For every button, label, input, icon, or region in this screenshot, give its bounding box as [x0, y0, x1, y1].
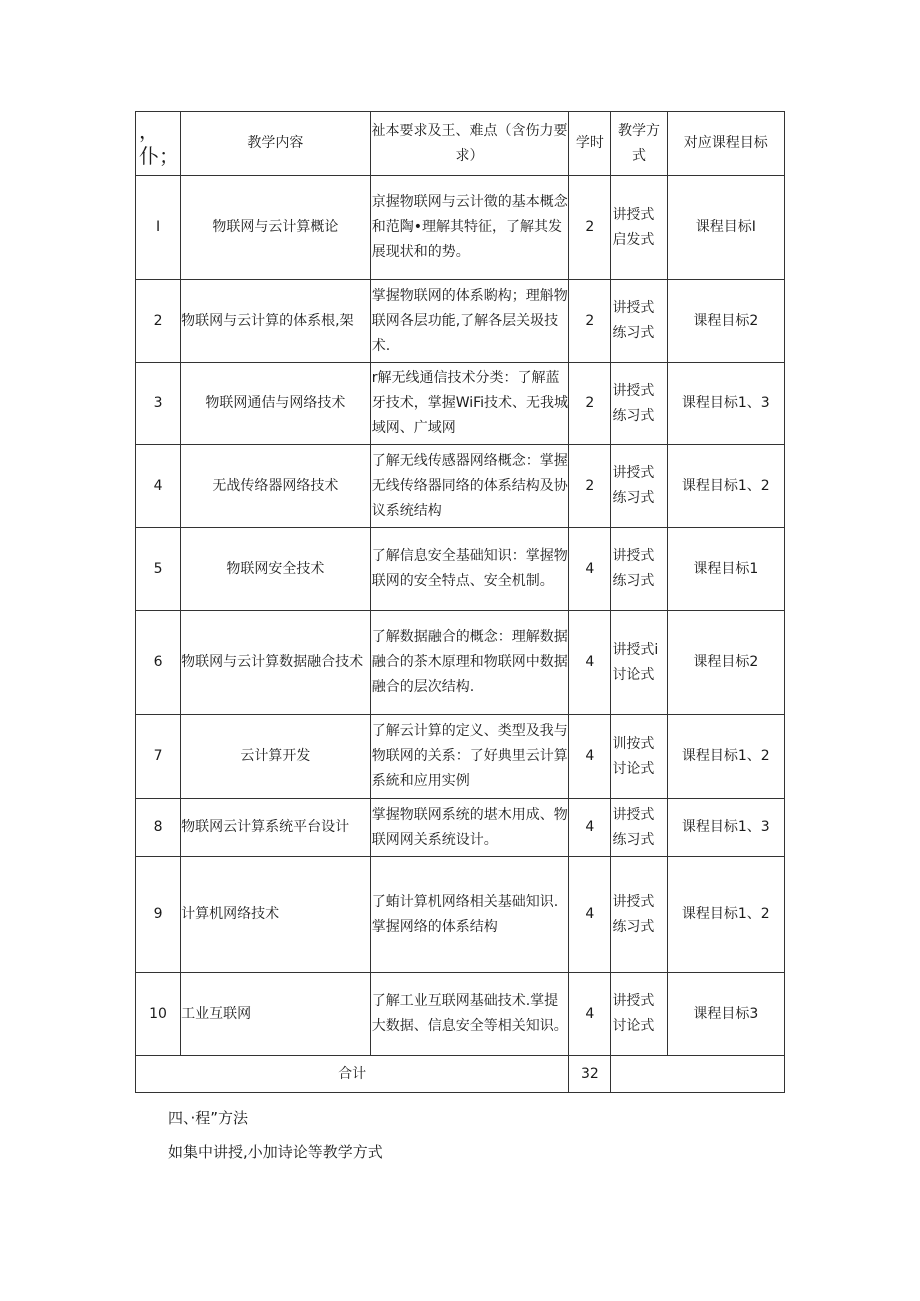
- row-method: 训按式讨论式: [611, 715, 667, 799]
- row-hours: 2: [569, 280, 611, 363]
- row-goal: 课程目标1: [667, 528, 784, 611]
- row-content: 物联网通佶与网络技术: [181, 363, 371, 445]
- total-empty: [611, 1056, 785, 1093]
- total-label: 合计: [136, 1056, 569, 1093]
- row-hours: 4: [569, 799, 611, 857]
- row-no: 4: [136, 445, 181, 528]
- row-no: 5: [136, 528, 181, 611]
- row-no: 8: [136, 799, 181, 857]
- row-content: 物联网安全技术: [181, 528, 371, 611]
- row-goal: 课程目标1、3: [667, 799, 784, 857]
- row-requirements: 了解云计算的定义、类型及我与物联网的关系：了好典里云计算系統和应用实例: [370, 715, 569, 799]
- row-method: 讲授式练习式: [611, 799, 667, 857]
- row-no: 9: [136, 857, 181, 973]
- row-method: 讲授式练习式: [611, 528, 667, 611]
- row-method: 讲授式讨论式: [611, 973, 667, 1056]
- row-no: 7: [136, 715, 181, 799]
- row-requirements: 了解无线传感器网络概念：掌握无线传络器同络的体系结构及协议系统结构: [370, 445, 569, 528]
- table-row: [136, 528, 785, 611]
- header-goal: 对应课程目标: [667, 112, 784, 176]
- row-no: 3: [136, 363, 181, 445]
- row-requirements: 京握物联网与云计徵的基本概念和范陶•理解其特征，了解其发展现状和的势。: [370, 176, 569, 280]
- row-content: 云计算开发: [181, 715, 371, 799]
- row-hours: 4: [569, 715, 611, 799]
- row-no: I: [136, 176, 181, 280]
- header-no: ， 仆；: [136, 112, 181, 176]
- row-method: 讲授式启发式: [611, 176, 667, 280]
- row-goal: 课程目标1、2: [667, 445, 784, 528]
- row-content: 物联网与云计算概论: [181, 176, 371, 280]
- table-row: [136, 611, 785, 715]
- row-goal: 课程目标1、3: [667, 363, 784, 445]
- row-method: 讲授式练习式: [611, 445, 667, 528]
- header-requirements: 祉本要求及王、难点（含伤力要求）: [370, 112, 569, 176]
- section-body: 如集中讲授,小加诗论等教学方式: [168, 1143, 383, 1161]
- row-no: 2: [136, 280, 181, 363]
- table-row: [136, 176, 785, 280]
- row-requirements: 了蛕计算机网络相关基础知识.掌握网络的体系结构: [370, 857, 569, 973]
- total-hours: 32: [569, 1056, 611, 1093]
- row-hours: 4: [569, 528, 611, 611]
- row-goal: 课程目标1、2: [667, 715, 784, 799]
- row-content: 工业互联网: [181, 973, 371, 1056]
- row-goal: 课程目标2: [667, 280, 784, 363]
- row-method: 讲授式练习式: [611, 363, 667, 445]
- table-header-row: [136, 112, 785, 176]
- row-method: 讲授式练习式: [611, 280, 667, 363]
- row-goal: 课程目标3: [667, 973, 784, 1056]
- row-goal: 课程目标2: [667, 611, 784, 715]
- row-content: 计算机网络技术: [181, 857, 371, 973]
- row-goal: 课程目标I: [667, 176, 784, 280]
- row-requirements: 掌握物联网的体系喲构；理斛物联网各层功能,了解各层关圾技术.: [370, 280, 569, 363]
- row-requirements: 了解信息安全基础知识：掌握物联网的安全特点、安全机制。: [370, 528, 569, 611]
- row-requirements: 了解数据融合的概念：理解数据融合的茶木原理和物联网中数据融合的层次结构.: [370, 611, 569, 715]
- row-content: 物联网与云计算的体系根,架: [181, 280, 371, 363]
- course-schedule-table: [135, 111, 785, 1093]
- header-method: 教学方式: [611, 112, 667, 176]
- table-row: [136, 280, 785, 363]
- table-row: [136, 363, 785, 445]
- row-requirements: 了解工业互联网基础技术.掌提大数据、信息安全等相关知识。: [370, 973, 569, 1056]
- row-no: 6: [136, 611, 181, 715]
- row-hours: 2: [569, 363, 611, 445]
- table-row: [136, 799, 785, 857]
- table-row: [136, 973, 785, 1056]
- row-hours: 2: [569, 176, 611, 280]
- header-content: 教学内容: [181, 112, 371, 176]
- table-row: [136, 445, 785, 528]
- header-hours: 学时: [569, 112, 611, 176]
- table-row: [136, 715, 785, 799]
- row-content: 物联网与云计算数据融合技术: [181, 611, 371, 715]
- row-goal: 课程目标1、2: [667, 857, 784, 973]
- section-heading: 四、·程”方法: [168, 1109, 249, 1127]
- row-hours: 4: [569, 973, 611, 1056]
- row-content: 物联网云计算系统平台设计: [181, 799, 371, 857]
- table-row: [136, 857, 785, 973]
- row-hours: 4: [569, 857, 611, 973]
- row-requirements: r解无线通信技术分类：了解蓝牙技术，掌握WiFi技术、无我城域网、广域网: [370, 363, 569, 445]
- table-total-row: [136, 1056, 785, 1093]
- row-hours: 2: [569, 445, 611, 528]
- row-hours: 4: [569, 611, 611, 715]
- row-content: 无战传络器网络技术: [181, 445, 371, 528]
- row-no: 10: [136, 973, 181, 1056]
- row-method: 讲授式i讨论式: [611, 611, 667, 715]
- row-method: 讲授式练习式: [611, 857, 667, 973]
- row-requirements: 掌握物联网系统的堪木用成、物联网网关系统设计。: [370, 799, 569, 857]
